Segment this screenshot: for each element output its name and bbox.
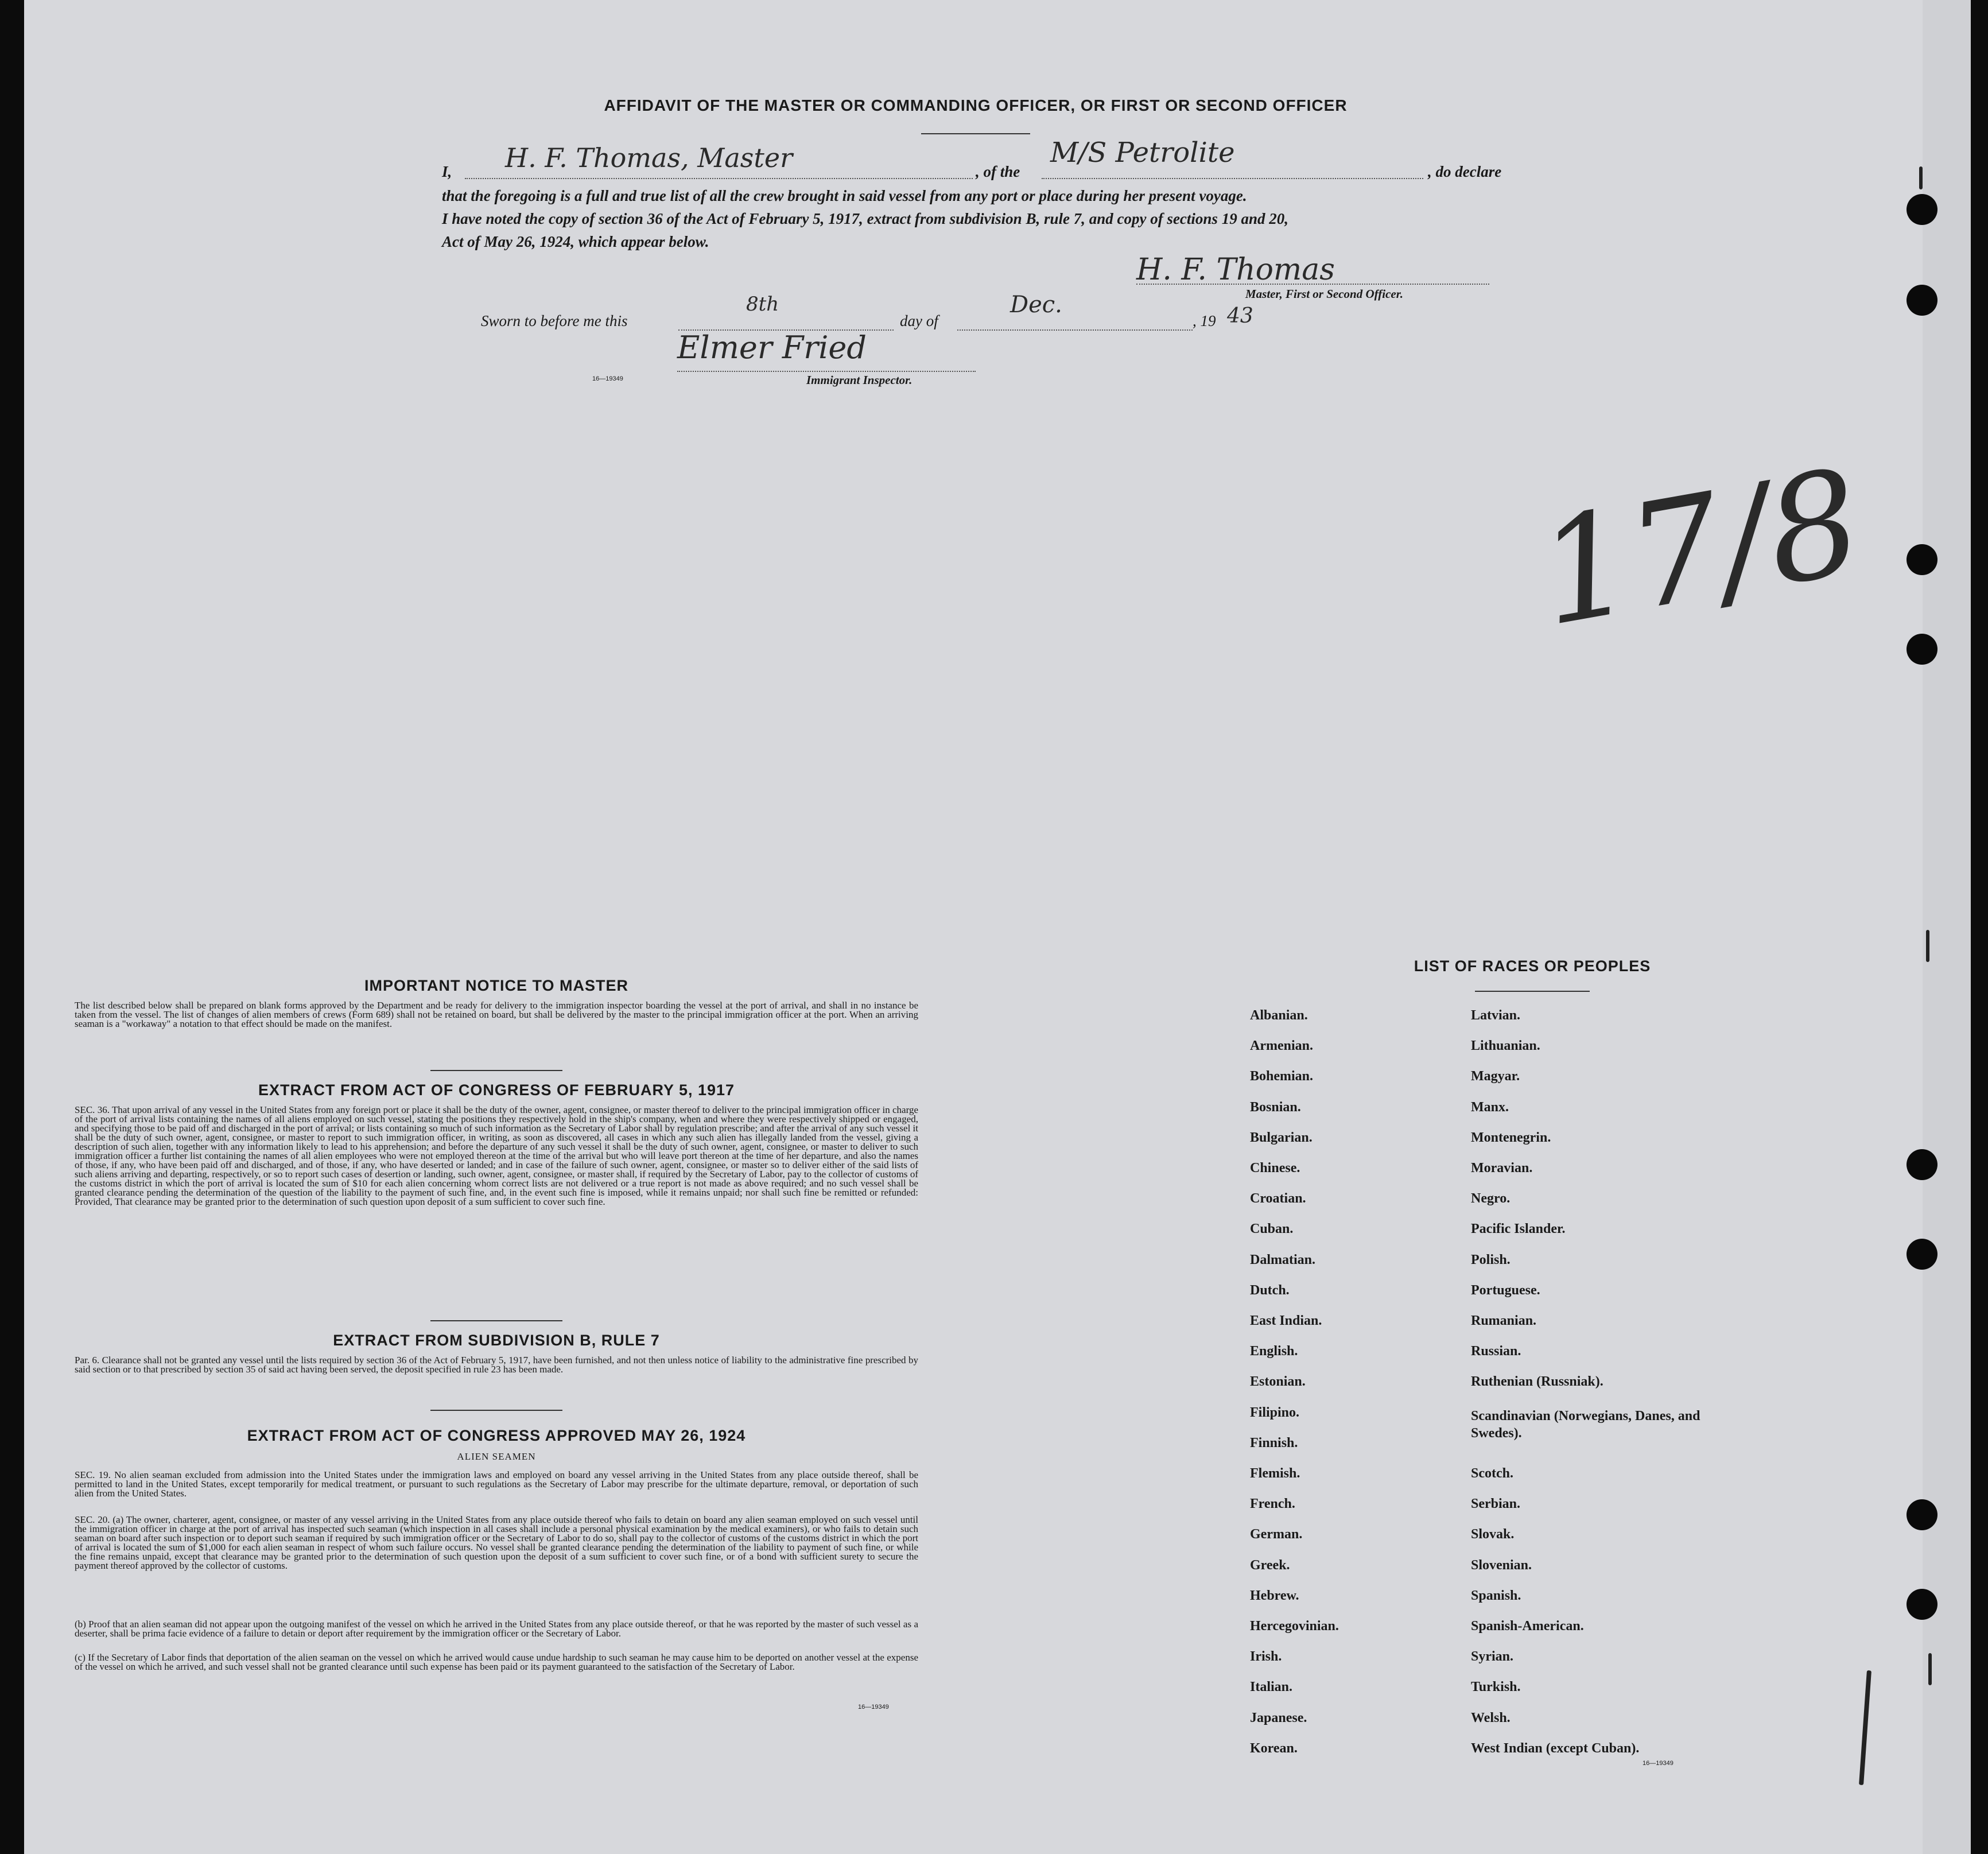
- divider: [921, 133, 1030, 134]
- race-item: Irish.: [1250, 1649, 1282, 1665]
- race-item: Magyar.: [1471, 1069, 1520, 1084]
- binder-hole: [1907, 544, 1937, 575]
- race-item: Latvian.: [1471, 1008, 1521, 1023]
- notice-title: IMPORTANT NOTICE TO MASTER: [364, 977, 628, 994]
- race-item: Lithuanian.: [1471, 1038, 1540, 1054]
- race-item: Portuguese.: [1471, 1282, 1540, 1298]
- binder-hole: [1907, 1239, 1937, 1270]
- races-title: LIST OF RACES OR PEOPLES: [1414, 957, 1651, 975]
- race-item: Scandinavian (Norwegians, Danes, and Swedes).: [1471, 1408, 1700, 1441]
- race-item: Italian.: [1250, 1680, 1293, 1695]
- race-item: Spanish.: [1471, 1588, 1521, 1603]
- master-name-handwritten: H. F. Thomas, Master: [505, 142, 793, 173]
- extract-rule7-title: EXTRACT FROM SUBDIVISION B, RULE 7: [333, 1332, 660, 1349]
- race-item: Bohemian.: [1250, 1069, 1314, 1084]
- race-item: Moravian.: [1471, 1161, 1533, 1176]
- race-item: Bosnian.: [1250, 1099, 1301, 1115]
- sworn-prefix: Sworn to before me this: [481, 312, 628, 329]
- race-item: Rumanian.: [1471, 1313, 1537, 1328]
- race-item: Slovenian.: [1471, 1557, 1532, 1573]
- affidavit-line-3: I have noted the copy of section 36 of the Act of February 5, 1917, extract from subdivision B, rule 7, and copy of sections 19 and 20,: [442, 210, 1288, 227]
- margin-note-handwritten: 17/8: [1527, 437, 1873, 658]
- race-item: Chinese.: [1250, 1161, 1300, 1176]
- binder-hole: [1907, 634, 1937, 665]
- race-item: Finnish.: [1250, 1435, 1298, 1450]
- sec20c-text: (c) If the Secretary of Labor finds that deportation of the alien seaman on the vessel on which he arrived would cause undue hardship to such seaman he may cause him to be deported on another vessel at the expense of the vessel on which he arrived, and such vessel shall not be granted clearance until such expense has been paid or its payment guaranteed to the satisfaction of the Secretary of Labor.: [75, 1652, 918, 1672]
- race-item: West Indian (except Cuban).: [1471, 1740, 1640, 1756]
- race-item: German.: [1250, 1527, 1303, 1542]
- race-item: Hercegovinian.: [1250, 1619, 1339, 1634]
- race-item: Dutch.: [1250, 1282, 1290, 1298]
- margin-mark: [1928, 1653, 1932, 1685]
- notice-text: The list described below shall be prepared on blank forms approved by the Department and be ready for delivery to the immigration inspector boarding the vessel at the port of arrival, and shall in no instance be taken from the vessel. The list of changes of alien members of crews (Form 689) shall not be retained on board, but shall be delivered by the master to the principal immigration officer at the port. When an arriving seaman is a "workaway" a notation to that effect should be made on the manifest.: [75, 1000, 918, 1029]
- race-item: Russian.: [1471, 1344, 1521, 1359]
- master-signature-handwritten: H. F. Thomas: [1136, 253, 1335, 287]
- race-item: East Indian.: [1250, 1313, 1322, 1328]
- affidavit-line-4: Act of May 26, 1924, which appear below.: [442, 233, 709, 250]
- race-item: Filipino.: [1250, 1405, 1300, 1420]
- binder-hole: [1907, 1149, 1937, 1180]
- extract-1917-text: SEC. 36. That upon arrival of any vessel in the United States from any foreign port or place it shall be the duty of the owner, agent, consignee, or master thereof to deliver to the principal immigration officer in charge of the port of arrival lists containing the names of all aliens employed on such vessel, stating the positions they respectively hold in the ship's company, when and where they were respectively shipped or engaged, and specifying those to be paid off and discharged in the port of arrival; or lists containing so much of such information as the Secretary of Labor shall by regulation prescribe; and after the arrival of any such vessel it shall be the duty of such owner, agent, consignee, or master to report to such immigration officer, in writing, as soon as discovered, all cases in which any such alien has illegally landed from the vessel, giving a description of such alien, together with any information likely to lead to his apprehension; and before the departure of any such vessel it shall be the duty of such owner, agent, consignee, or master to deliver to such immigration officer a further list containing the names of all alien employees who were not employed thereon at the time of the arrival but who will leave port thereon at the time of her departure, and also the names of those, if any, who have been paid off and discharged, and of those, if any, who have deserted or landed; and in case of the failure of such owner, agent, consignee, or master so to deliver either of the said lists of such aliens arriving and departing, respectively, or so to report such cases of desertion or landing, such owner, agent, consignee, or master shall, if required by the Secretary of Labor, pay to the collector of customs of the customs district in which the port of arrival is located the sum of $10 for each alien concerning whom correct lists are not delivered or a true report is not made as above required; and no such vessel shall be granted clearance pending the determination of the question of the liability to the payment of such fine, and, in the event such fine is imposed, while it remains unpaid; nor shall such fine be remitted or refunded: Provided, That clearance may be granted prior to the determination of such question upon deposit of a sum sufficient to cover such fine.: [75, 1104, 918, 1207]
- affidavit-line-2: that the foregoing is a full and true list of all the crew brought in said vessel from any port or place during her present voyage.: [442, 187, 1247, 204]
- extract-1924-title: EXTRACT FROM ACT OF CONGRESS APPROVED MAY 26, 1924: [247, 1427, 746, 1444]
- form-number: 16—19349: [858, 1704, 889, 1711]
- month-blank: [957, 329, 1193, 331]
- race-item: Flemish.: [1250, 1466, 1300, 1481]
- race-item: Dalmatian.: [1250, 1252, 1315, 1267]
- sworn-month-handwritten: Dec.: [1010, 292, 1062, 318]
- divider: [1475, 991, 1590, 992]
- extract-1917-title: EXTRACT FROM ACT OF CONGRESS OF FEBRUARY 5, 1917: [258, 1081, 735, 1099]
- race-item: Slovak.: [1471, 1527, 1515, 1542]
- binder-hole: [1907, 285, 1937, 316]
- line1-of-the: , of the: [976, 163, 1020, 180]
- binder-hole: [1907, 1589, 1937, 1620]
- race-item: Greek.: [1250, 1557, 1290, 1573]
- sec20b-text: (b) Proof that an alien seaman did not appear upon the outgoing manifest of the vessel on which he arrived in the United States from any place outside thereof, or that he was reported by the master of such vessel as a deserter, shall be prima facie evidence of a failure to detain or deport after requirement by the immigration officer or the Secretary of Labor.: [75, 1619, 918, 1639]
- extract-rule7-text: Par. 6. Clearance shall not be granted any vessel until the lists required by section 36 of the Act of February 5, 1917, have been furnished, and not then unless notice of liability to the administrative fine prescribed by said section or to that prescribed by section 35 of said act having been served, the deposit specified in rule 23 has been made.: [75, 1355, 918, 1375]
- sec20a-text: SEC. 20. (a) The owner, charterer, agent, consignee, or master of any vessel arriving in the United States from any place outside thereof who fails to detain on board any alien seaman employed on such vessel until the immigration officer in charge at the port of arrival has inspected such seaman (which inspection in all cases shall include a personal physical examination by the medical examiners), or who fails to detain such seaman on board after such inspection or to deport such seaman if required by such immigration officer or the Secretary of Labor to do so, shall pay to the collector of customs of the customs district in which the port of arrival is located the sum of $1,000 for each alien seaman in respect of whom such failure occurs. No vessel shall be granted clearance pending the determination of the liability to payment of such fine, or while the fine remains unpaid, except that clearance may be granted prior to the determination of such question upon the deposit of a sum sufficient to cover such fine, or of a bond with sufficient surety to secure the payment thereof approved by the collector of customs.: [75, 1514, 918, 1571]
- inspector-caption: Immigrant Inspector.: [806, 373, 913, 387]
- binder-hole: [1907, 194, 1937, 225]
- vessel-name-handwritten: M/S Petrolite: [1050, 137, 1235, 169]
- inspector-blank: [677, 371, 976, 372]
- alien-seamen-subtitle: ALIEN SEAMEN: [457, 1451, 536, 1462]
- race-item: Pacific Islander.: [1471, 1221, 1566, 1237]
- divider: [430, 1070, 562, 1071]
- affidavit-title: AFFIDAVIT OF THE MASTER OR COMMANDING OFFICER, OR FIRST OR SECOND OFFICER: [604, 96, 1348, 114]
- vessel-blank: [1042, 178, 1423, 179]
- margin-mark: [1926, 930, 1929, 962]
- line1-suffix: , do declare: [1428, 163, 1502, 180]
- race-item: Montenegrin.: [1471, 1130, 1551, 1145]
- race-item: Korean.: [1250, 1740, 1298, 1756]
- race-item: Cuban.: [1250, 1221, 1294, 1237]
- sworn-day-of: day of: [900, 312, 938, 329]
- race-item: Hebrew.: [1250, 1588, 1299, 1603]
- signature-caption: Master, First or Second Officer.: [1245, 287, 1403, 301]
- sworn-day-handwritten: 8th: [746, 293, 779, 316]
- signature-blank: [1136, 284, 1489, 285]
- race-item: Albanian.: [1250, 1008, 1308, 1023]
- race-item: Croatian.: [1250, 1191, 1306, 1207]
- race-item: Manx.: [1471, 1099, 1509, 1115]
- form-number: 16—19349: [592, 375, 623, 382]
- race-item: Turkish.: [1471, 1680, 1521, 1695]
- sworn-year-handwritten: 43: [1227, 304, 1253, 328]
- race-item: French.: [1250, 1496, 1295, 1512]
- race-item: Negro.: [1471, 1191, 1511, 1207]
- page-edge: [1923, 0, 1971, 1854]
- race-item: Bulgarian.: [1250, 1130, 1313, 1145]
- divider: [430, 1410, 562, 1411]
- inspector-signature-handwritten: Elmer Fried: [677, 329, 867, 366]
- race-item: Armenian.: [1250, 1038, 1313, 1054]
- binder-hole: [1907, 1499, 1937, 1530]
- affidavit-line-1: [442, 163, 452, 181]
- race-item: Scotch.: [1471, 1466, 1513, 1481]
- race-item: Serbian.: [1471, 1496, 1521, 1512]
- race-item: Welsh.: [1471, 1710, 1511, 1725]
- line1-prefix: I,: [442, 163, 452, 180]
- form-number: 16—19349: [1643, 1760, 1674, 1767]
- race-item: English.: [1250, 1344, 1298, 1359]
- race-item: Polish.: [1471, 1252, 1511, 1267]
- divider: [430, 1320, 562, 1321]
- race-item: Spanish-American.: [1471, 1619, 1584, 1634]
- race-item: Ruthenian (Russniak).: [1471, 1374, 1603, 1390]
- race-item: Syrian.: [1471, 1649, 1514, 1665]
- sworn-year-prefix: , 19: [1193, 312, 1216, 329]
- name-blank: [465, 178, 973, 179]
- sec19-text: SEC. 19. No alien seaman excluded from admission into the United States under the immigration laws and employed on board any vessel arriving in the United States from any place outside thereof, shall be permitted to land in the United States, except temporarily for medical treatment, or pursuant to such regulations as the Secretary of Labor may prescribe for the ultimate departure, removal, or deportation of such alien from the United States.: [75, 1469, 918, 1499]
- race-item: Japanese.: [1250, 1710, 1307, 1725]
- margin-mark: [1919, 166, 1923, 189]
- race-item: Estonian.: [1250, 1374, 1306, 1390]
